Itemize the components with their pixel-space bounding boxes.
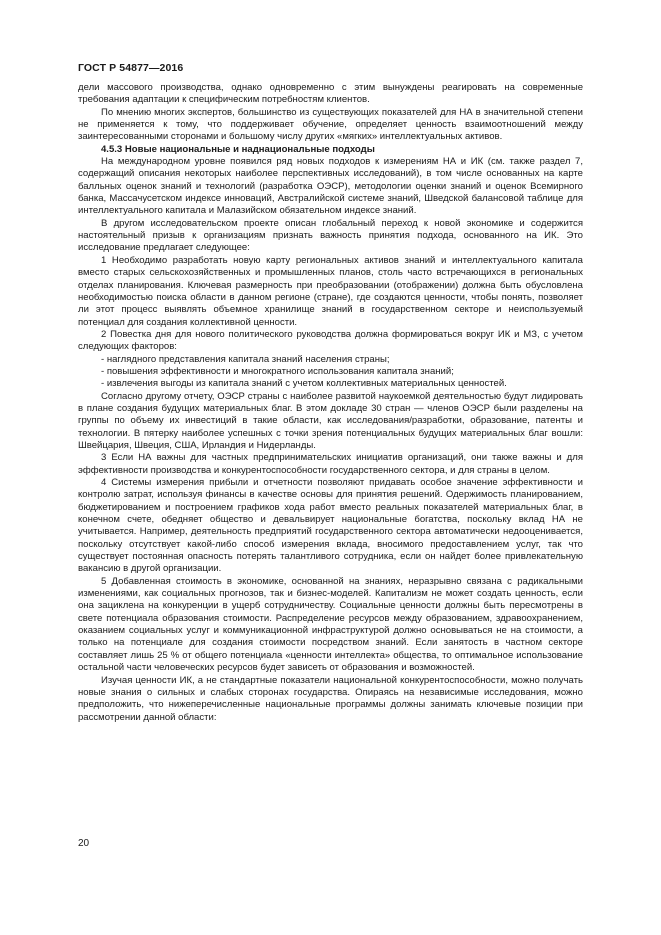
numbered-paragraph: 1 Необходимо разработать новую карту региональных активов знаний и интеллектуального капитала вместо старых сельскохозяйственных и промышленных планов, столь часто встречающихся в региональных отделах планирования. Ключевая размерность при преобразовании (отображении) должна быть обусловлена необходимостью поиска области в данном регионе (стране), где создаются ценности, чтобы понять, позволяет ли этот процесс выявлять объемное хранилище знаний в государственном секторе и неиспользуемый потенциал для создания коллективной ценности. [78, 254, 583, 328]
numbered-paragraph: 5 Добавленная стоимость в экономике, основанной на знаниях, неразрывно связана с радикальными изменениями, как социальных прогнозов, так и бизнес-моделей. Капитализм не может создать ценность, если она зациклена на конкуренции в ущерб сотрудничеству. Социальные ценности должны быть пересмотрены в свете потенциала образования стоимости. Распределение ресурсов между образованием, здравоохранением, оказанием социальных услуг и коммуникационной инфраструктурой должно основываться не на стоимости, а только на потенциале для создания стоимости посредством знаний. Если занятость в частном секторе составляет лишь 25 % от общего потенциала «ценности интеллекта» общества, то оптимальное использование остальной части человеческих ресурсов будет зависеть от образования и возможностей. [78, 575, 583, 674]
numbered-paragraph: 3 Если НА важны для частных предпринимательских инициатив организаций, они также важны и для эффективности производства и конкурентоспособности государственного сектора, и для страны в целом. [78, 452, 583, 476]
document-body [78, 82, 583, 724]
paragraph: В другом исследовательском проекте описан глобальный переход к новой экономике и содержится настоятельный призыв к организациям признать важность принятия подхода, основанного на ИК. Это исследование предлагает следующее: [78, 217, 583, 254]
paragraph: Согласно другому отчету, ОЭСР страны с наиболее развитой наукоемкой деятельностью будут лидировать в плане создания будущих материальных благ. В этом докладе 30 стран — членов ОЭСР были разделены на группы по объему их инвестиций в такие области, как исследования/разработки, образование, патенты и технологии. В пятерку наиболее успешных с точки зрения потенциальных будущих материальных благ вошли: Швейцария, Швеция, США, Ирландия и Нидерланды. [78, 390, 583, 451]
paragraph: По мнению многих экспертов, большинство из существующих показателей для НА в значительной степени не применяется к тому, что поддерживает обучение, определяет ценность взаимоотношений между заинтересованными сторонами и большому числу других «мягких» интеллектуальных активов. [78, 106, 583, 143]
paragraph-continuation: дели массового производства, однако одновременно с этим вынуждены реагировать на современные требования адаптации к специфическим потребностям клиентов. [78, 82, 583, 106]
section-heading: 4.5.3 Новые национальные и наднациональные подходы [101, 143, 375, 155]
paragraph: На международном уровне появился ряд новых подходов к измерениям НА и ИК (см. также раздел 7, содержащий описания некоторых наиболее перспективных исследований), в том числе основанных на карте балльных оценок знаний и технологий (разработка ОЭСР), методологии оценки знаний и оценок Всемирного банка, Массачусетском индексе инноваций, Австралийской системе знаний, Шведской балансовой таблице для интеллектуального капитала и Малазийском обязательном индексе знаний. [78, 156, 583, 217]
list-item: - извлечения выгоды из капитала знаний с учетом коллективных материальных ценностей. [101, 378, 507, 390]
paragraph: Изучая ценности ИК, а не стандартные показатели национальной конкурентоспособности, можно получать новые знания о сильных и слабых сторонах государства. Опираясь на независимые исследования, можно предположить, что нижеперечисленные национальные программы должны занимать ключевые позиции при рассмотрении данной области: [78, 674, 583, 723]
page-number: 20 [78, 838, 90, 849]
list-item: - наглядного представления капитала знаний населения страны; [101, 353, 390, 365]
document-header: ГОСТ Р 54877—2016 [78, 62, 184, 74]
numbered-paragraph: 4 Системы измерения прибыли и отчетности позволяют придавать особое значение эффективности и контролю затрат, используя финансы в качестве основы для принятия решений. Одержимость планированием, бюджетированием и построением графиков хода работ вместо реальных показателей материальных благ, в конечном счете, обедняет общество и девальвирует национальные богатства, поскольку вклад НА не учитывается. Например, деятельность предприятий государственного сектора автоматически недооценивается, поскольку отсутствует какой-либо способ измерения вклада, вносимого предоставлением услуг, так что существует постоянная опасность потерять талантливого сотрудника, если он найдет более привлекательную вакансию в другой организации. [78, 477, 583, 575]
list-item: - повышения эффективности и многократного использования капитала знаний; [101, 365, 454, 377]
numbered-paragraph: 2 Повестка дня для нового политического руководства должна формироваться вокруг ИК и МЗ, с учетом следующих факторов: [78, 328, 583, 353]
